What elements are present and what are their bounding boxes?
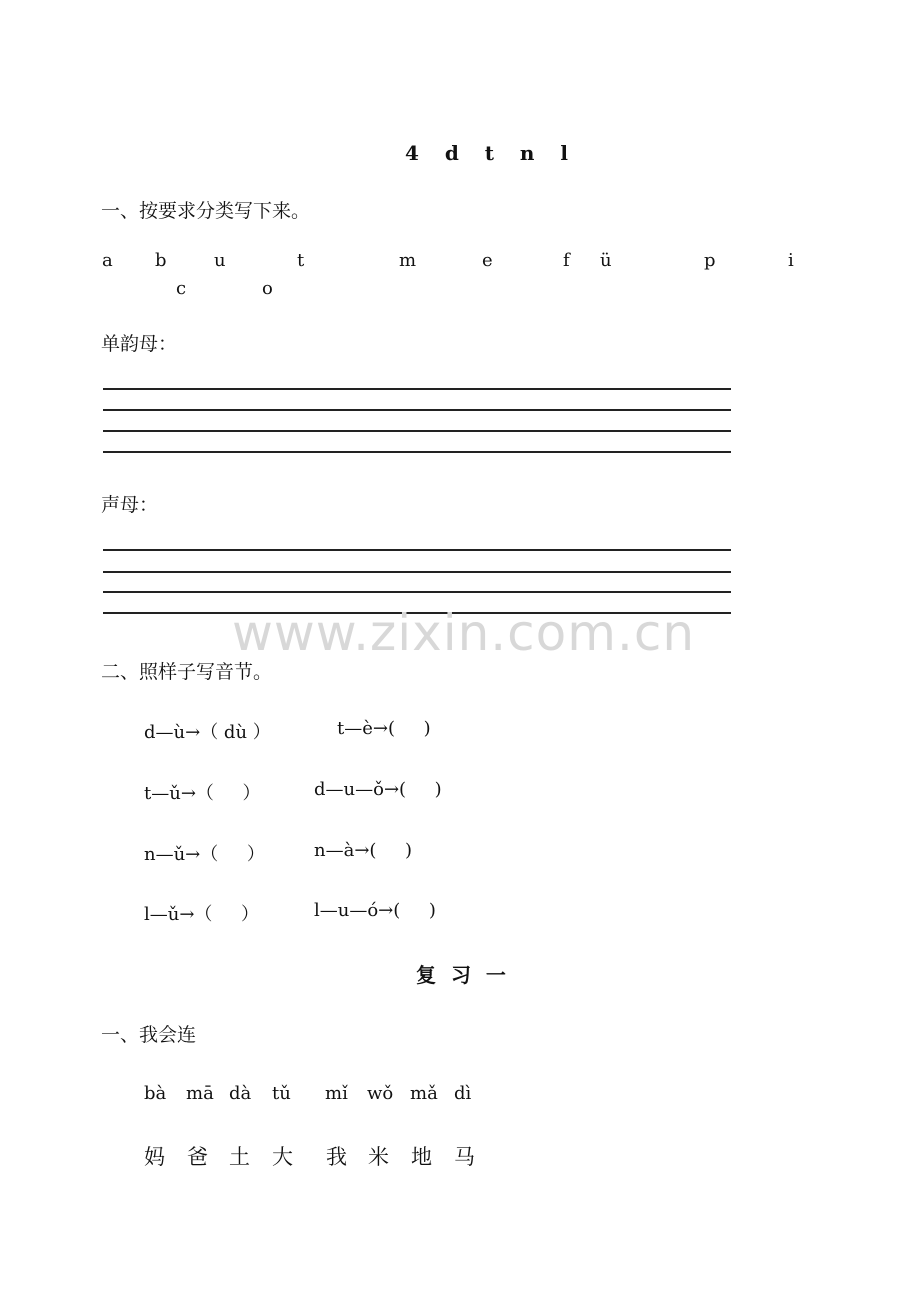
exercise-left[interactable]: n—ǔ→（ ） (144, 844, 265, 865)
exercise-right[interactable]: n—à→( ) (314, 840, 413, 861)
letter-item: e (482, 250, 493, 271)
section2-heading: 二、照样子写音节。 (101, 661, 273, 683)
letter-item: p (704, 250, 716, 271)
hanzi-item[interactable]: 爸 (187, 1145, 208, 1169)
pinyin-item[interactable]: bà (144, 1083, 167, 1104)
writing-line (103, 430, 731, 432)
review-heading: 一、我会连 (101, 1024, 197, 1046)
hanzi-item[interactable]: 土 (229, 1145, 250, 1169)
hanzi-item[interactable]: 大 (272, 1145, 293, 1169)
hanzi-item[interactable]: 妈 (144, 1145, 165, 1169)
hanzi-item[interactable]: 地 (411, 1145, 432, 1169)
hanzi-item[interactable]: 米 (368, 1145, 389, 1169)
letter-item: u (214, 250, 226, 271)
pinyin-item[interactable]: wǒ (367, 1083, 394, 1104)
writing-line (103, 571, 731, 573)
pinyin-item[interactable]: mā (186, 1083, 214, 1104)
writing-line (103, 409, 731, 411)
review-title: 复 习 一 (416, 963, 510, 987)
writing-line (103, 451, 731, 453)
letter-item: c (176, 278, 187, 299)
letter-item: ü (600, 250, 612, 271)
pinyin-item[interactable]: dì (454, 1083, 472, 1104)
initials-label: 声母： (101, 494, 159, 516)
letter-item: f (563, 250, 570, 271)
lesson-title: 4 d t n l (405, 141, 572, 165)
example-left: d—ù→（ dù ） (144, 722, 271, 743)
writing-line (103, 388, 731, 390)
exercise-right[interactable]: d—u—ǒ→( ) (314, 779, 442, 800)
letter-item: o (262, 278, 273, 299)
letter-item: m (399, 250, 417, 271)
hanzi-item[interactable]: 马 (454, 1145, 475, 1169)
writing-line (103, 591, 731, 593)
pinyin-item[interactable]: mǎ (410, 1083, 438, 1104)
letter-item: t (297, 250, 305, 271)
exercise-left[interactable]: l—ǔ→（ ） (144, 904, 260, 925)
example-right: t—è→( ) (337, 718, 431, 739)
vowels-label: 单韵母： (101, 333, 178, 355)
exercise-left[interactable]: t—ǔ→（ ） (144, 783, 261, 804)
pinyin-item[interactable]: mǐ (325, 1083, 348, 1104)
pinyin-item[interactable]: tǔ (272, 1083, 291, 1104)
hanzi-item[interactable]: 我 (326, 1145, 347, 1169)
letter-item: a (102, 250, 113, 271)
letter-item: i (788, 250, 794, 271)
section1-heading: 一、按要求分类写下来。 (101, 200, 311, 222)
writing-line (103, 549, 731, 551)
watermark: www.zixin.com.cn (232, 604, 696, 662)
pinyin-item[interactable]: dà (229, 1083, 252, 1104)
exercise-right[interactable]: l—u—ó→( ) (314, 900, 436, 921)
letter-item: b (155, 250, 167, 271)
